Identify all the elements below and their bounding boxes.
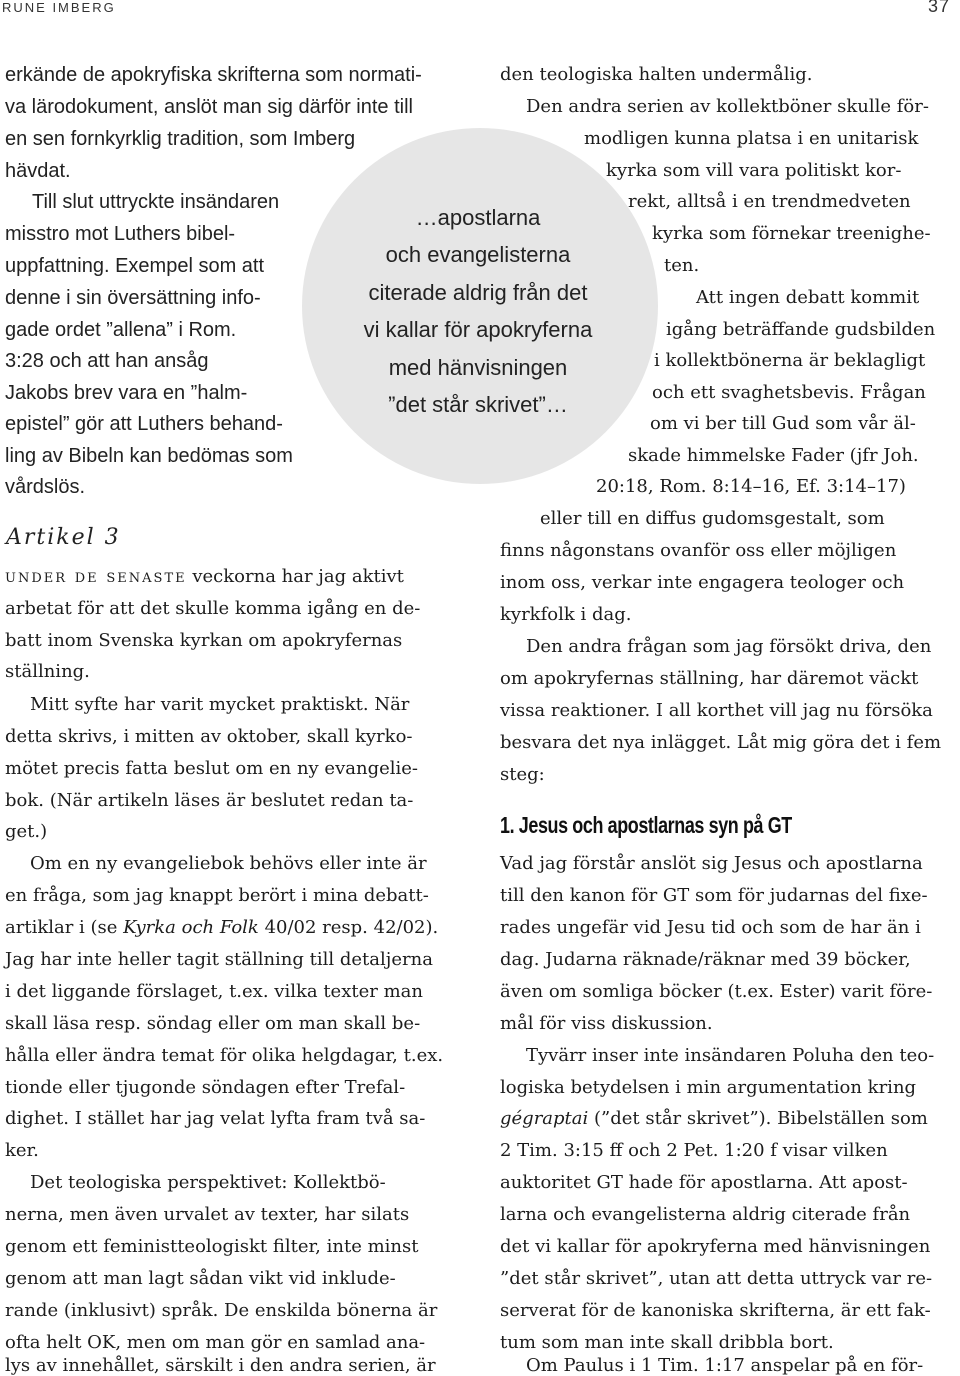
text-line: nerna, men även urvalet av texter, har silats — [5, 1204, 410, 1225]
text-line: larna och evangelisterna aldrig citerade från — [500, 1204, 911, 1225]
text-line: ten. — [664, 255, 700, 276]
text-line: genom ett feministteologiskt filter, inte minst — [5, 1236, 419, 1257]
text-line: Vad jag förstår anslöt sig Jesus och apostlarna — [500, 853, 923, 874]
text-line: ofta helt OK, men om man gör en samlad ana- — [5, 1332, 426, 1353]
text-line: det vi kallar för apokryferna med hänvisningen — [500, 1236, 931, 1257]
text-line: Tyvärr inser inte insändaren Poluha den teo- — [526, 1045, 935, 1066]
text-line: ker. — [5, 1140, 39, 1161]
text-line: mötet precis fatta beslut om en ny evangelie- — [5, 758, 418, 779]
text-line: dag. Judarna räknade/räknar med 39 böcker, — [500, 949, 911, 970]
text-line: uppfattning. Exempel som att — [5, 255, 265, 277]
text-line: vissa reaktioner. I all korthet vill jag nu försöka — [500, 700, 933, 721]
text-line: även om somliga böcker (t.ex. Ester) varit före- — [500, 981, 933, 1002]
text-line: om apokryfernas ställning, har däremot väckt — [500, 668, 919, 689]
text-line: den teologiska halten undermålig. — [500, 64, 813, 85]
italic-term: Kyrka och Folk — [123, 917, 259, 938]
text-line: kyrka som förnekar treenighe- — [652, 223, 931, 244]
text-line: gade ordet ”allena” i Rom. — [5, 319, 237, 341]
text-line: erkände de apokryfiska skrifterna som normati- — [5, 64, 422, 86]
text-line: misstro mot Luthers bibel- — [5, 223, 236, 245]
text-line: skall läsa resp. söndag eller om man skall be- — [5, 1013, 421, 1034]
pull-quote-line: och evangelisterna — [385, 242, 571, 267]
text-line: denne i sin översättning info- — [5, 287, 261, 309]
text-line: hålla eller ändra temat för olika helgdagar, t.ex. — [5, 1045, 444, 1066]
text-line: bok. (När artikeln läses är beslutet redan ta- — [5, 790, 414, 811]
text-line: och ett svaghetsbevis. Frågan — [652, 382, 926, 403]
text-line: rekt, alltså i en trendmedveten — [628, 191, 911, 212]
running-head-author: RUNE IMBERG — [2, 0, 116, 15]
text-line: om vi ber till Gud som vår äl- — [650, 413, 916, 434]
pull-quote-line: …apostlarna — [415, 205, 541, 230]
text-line: en sen fornkyrklig tradition, som Imberg — [5, 128, 356, 150]
text-line: Jag har inte heller tagit ställning till detaljerna — [5, 949, 433, 970]
text-line: rades ungefär vid Jesu tid och som de har än i — [500, 917, 921, 938]
text-line: Mitt syfte har varit mycket praktiskt. När — [30, 694, 410, 715]
text-line: hävdat. — [5, 160, 71, 182]
text-line: ”det står skrivet”, utan att detta uttryck var re- — [500, 1268, 933, 1289]
text-line: eller till en diffus gudomsgestalt, som — [540, 508, 885, 529]
text-line: ling av Bibeln kan bedömas som — [5, 445, 293, 467]
text-line: rande (inklusivt) språk. De enskilda bönerna är — [5, 1300, 438, 1321]
text-line: 20:18, Rom. 8:14–16, Ef. 3:14–17) — [596, 476, 906, 497]
subsection-heading: 1. Jesus och apostlarnas syn på GT — [500, 812, 792, 838]
lead-smallcaps: under de senaste — [5, 566, 187, 587]
text-line: i kollektbönerna är beklagligt — [654, 350, 926, 371]
text-line: tionde eller tjugonde söndagen efter Trefal- — [5, 1077, 406, 1098]
page-number: 37 — [927, 0, 950, 16]
text-line: kyrkfolk i dag. — [500, 604, 632, 625]
text-line: finns någonstans ovanför oss eller möjligen — [500, 540, 897, 561]
text-line: Till slut uttryckte insändaren — [32, 191, 280, 213]
text-line: serverat för de kanoniska skrifterna, är ett fak- — [500, 1300, 931, 1321]
text-line: mål för viss diskussion. — [500, 1013, 713, 1034]
text-line: get.) — [5, 821, 48, 842]
text-line: batt inom Svenska kyrkan om apokryfernas — [5, 630, 403, 651]
text-line: genom att man lagt sådan vikt vid inklude- — [5, 1268, 396, 1289]
italic-term: gégraptai — [500, 1108, 589, 1129]
text-line: lys av innehållet, särskilt i den andra serien, är — [5, 1355, 436, 1376]
lead-line — [5, 566, 404, 587]
lead-rest: veckorna har jag aktivt — [186, 566, 404, 587]
text-line: gégraptai (”det står skrivet”). Bibelställen som — [500, 1108, 928, 1129]
pull-quote-line: ”det står skrivet”… — [388, 392, 568, 417]
text-line: Om en ny evangeliebok behövs eller inte är — [30, 853, 427, 874]
text-line: kyrka som vill vara politiskt kor- — [606, 160, 902, 181]
text-line: Den andra frågan som jag försökt driva, den — [526, 636, 932, 657]
text-line: va lärodokument, anslöt man sig därför inte till — [5, 96, 413, 118]
text-line: 2 Tim. 3:15 ff och 2 Pet. 1:20 f visar vilken — [500, 1140, 888, 1161]
section-heading: Artikel 3 — [6, 525, 121, 550]
text-line: skade himmelske Fader (jfr Joh. — [628, 445, 919, 466]
text-line: en fråga, som jag knappt berört i mina debatt- — [5, 885, 429, 906]
text-line: tum som man inte skall dribbla bort. — [500, 1332, 834, 1353]
text-line: detta skrivs, i mitten av oktober, skall kyrko- — [5, 726, 413, 747]
text-line: Att ingen debatt kommit — [696, 287, 920, 308]
text-line: inom oss, verkar inte engagera teologer och — [500, 572, 905, 593]
text-line: till den kanon för GT som för judarnas del fixe- — [500, 885, 928, 906]
text-line: igång beträffande gudsbilden — [666, 319, 936, 340]
text-line: 3:28 och att han ansåg — [5, 350, 209, 372]
text-line: artiklar i (se Kyrka och Folk 40/02 resp. 42/02). — [5, 917, 439, 938]
text-line: Jakobs brev vara en ”halm- — [5, 382, 248, 404]
pull-quote-line: vi kallar för apokryferna — [363, 317, 593, 342]
text-line: Om Paulus i 1 Tim. 1:17 anspelar på en för- — [526, 1355, 924, 1376]
text-line: dighet. I stället har jag velat lyfta fram två sa- — [5, 1108, 426, 1129]
text-line: epistel” gör att Luthers behand- — [5, 413, 283, 435]
text-line: logiska betydelsen i min argumentation kring — [500, 1077, 917, 1098]
text-line: arbetat för att det skulle komma igång en de- — [5, 598, 421, 619]
text-line: ställning. — [5, 661, 90, 682]
text-line: vårdslös. — [5, 476, 86, 498]
text-line: modligen kunna platsa i en unitarisk — [584, 128, 919, 149]
text-line: Det teologiska perspektivet: Kollektbö- — [30, 1172, 386, 1193]
pull-quote-line: med hänvisningen — [388, 355, 568, 380]
running-head — [2, 0, 952, 20]
text-line: auktoritet GT hade för apostlarna. Att apost- — [500, 1172, 908, 1193]
text-line: steg: — [500, 764, 545, 785]
pull-quote-line: citerade aldrig från det — [368, 280, 588, 305]
pull-quote-circle — [302, 128, 658, 484]
text-line: besvara det nya inlägget. Låt mig göra det i fem — [500, 732, 942, 753]
text-line: Den andra serien av kollektböner skulle för- — [526, 96, 929, 117]
text-line: i det liggande förslaget, t.ex. vilka texter man — [5, 981, 423, 1002]
